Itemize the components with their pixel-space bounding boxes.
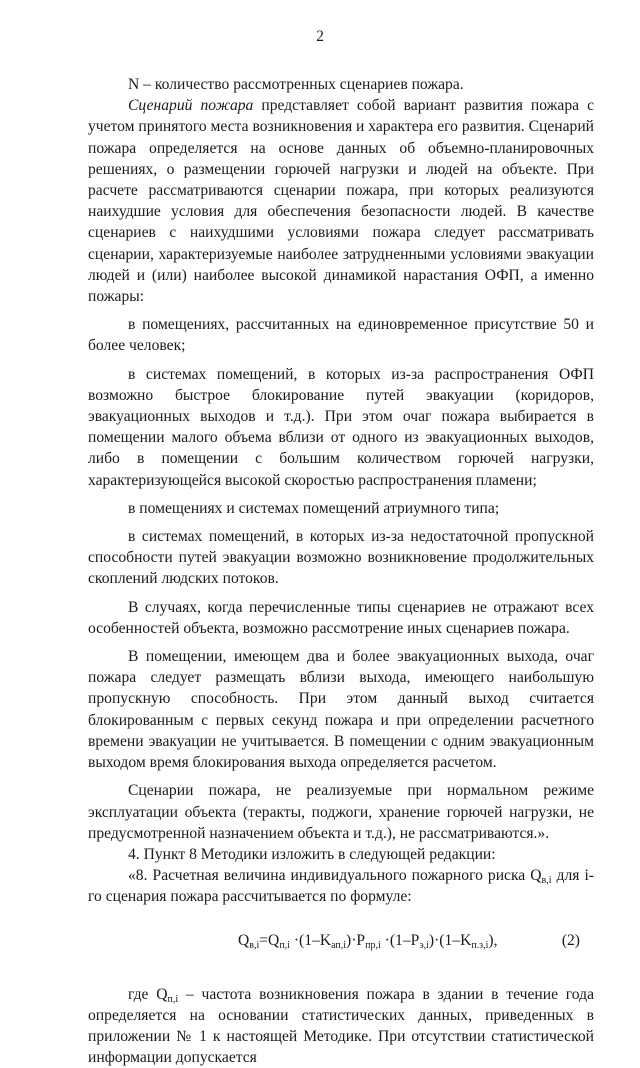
formula-number: (2)	[561, 931, 580, 949]
list-item-scenario-4: в системах помещений, в которых из-за недостаточной пропускной способности путей эвакуации возможно возникновение продолжительных скоплений людских потоков.	[88, 528, 594, 588]
paragraph-formula-intro	[88, 865, 594, 907]
where-subscript: п,i	[167, 993, 179, 1005]
where-text: где Q	[128, 985, 168, 1003]
formula-intro-text-end: для i-го сценария пожара рассчитывается по формуле:	[88, 867, 594, 906]
formula-intro-text: «8. Расчетная величина индивидуального пожарного риска Q	[128, 867, 542, 885]
formula-intro-subscript: в,i	[541, 875, 552, 887]
list-item-scenario-2: в системах помещений, в которых из-за распространения ОФП возможно быстрое блокирование путей эвакуации (коридоров, эвакуационных выходов и т.д.). При этом очаг пожара выбирается в помещении малого объема вблизи от одного из эвакуационных выходов, либо в помещении с большим количеством горючей нагрузки, характеризующейся высокой скоростью распространения пламени;	[88, 365, 594, 489]
term-fire-scenario: Сценарий пожара	[128, 97, 254, 115]
list-item-scenario-1: в помещениях, рассчитанных на единовременное присутствие 50 и более человек;	[88, 316, 594, 355]
where-text-end: – частота возникновения пожара в здании в течение года определяется на основании статистических данных, приведенных в приложении № 1 к настоящей Методике. При отсутствии статистической информации допускается	[88, 985, 594, 1067]
paragraph-other-scenarios: В случаях, когда перечисленные типы сценариев не отражают всех особенностей объекта, возможно рассмотрение иных сценариев пожара.	[88, 598, 594, 637]
page-number: 2	[316, 28, 324, 45]
formula-expression: $Q_{в,i}=Q_{п,i} \cdot(1-K_{ап,i})\cdot P_{пр,i} \cdot(1-P_{э,i})\cdot(1-K_{п.з,i})$,	[238, 931, 498, 951]
paragraph-item-8: 4. Пункт 8 Методики изложить в следующей редакции:	[128, 845, 496, 863]
paragraph-excluded-scenarios: Сценарии пожара, не реализуемые при нормальном режиме эксплуатации объекта (теракты, поджоги, хранение горючей нагрузки, не предусмотренной назначением объекта и т.д.), не рассматриваются.».	[88, 782, 594, 842]
paragraph-exits: В помещении, имеющем два и более эвакуационных выхода, очаг пожара следует размещать вблизи выхода, имеющего наибольшую пропускную способность. При этом данный выход считается блокированным с первых секунд пожара и при определении расчетного времени эвакуации не учитывается. В помещении с одним эвакуационным выходом время блокирования выхода определяется расчетом.	[88, 648, 594, 772]
paragraph-fire-scenario	[88, 95, 594, 307]
paragraph-fire-scenario-text: представляет собой вариант развития пожара с учетом принятого места возникновения и характера его развития. Сценарий пожара определяется на основе данных об объемно-планировочных решениях, о размещении горючей нагрузки и людей на объекте. При расчете рассматриваются сценарии пожара, при которых реализуются наихудшие условия для обеспечения безопасности людей. В качестве сценариев с наихудшими условиями пожара следует рассматривать сценарии, характеризуемые наиболее затрудненными условиями эвакуации людей и (или) наиболее высокой динамикой нарастания ОФП, а именно пожары:	[88, 97, 595, 306]
list-item-scenario-3: в помещениях и системах помещений атриумного типа;	[128, 499, 500, 517]
formula-2	[88, 908, 594, 968]
document-body	[88, 74, 594, 1068]
paragraph-where	[88, 984, 594, 1068]
paragraph-n-definition: N – количество рассмотренных сценариев пожара.	[128, 76, 464, 93]
